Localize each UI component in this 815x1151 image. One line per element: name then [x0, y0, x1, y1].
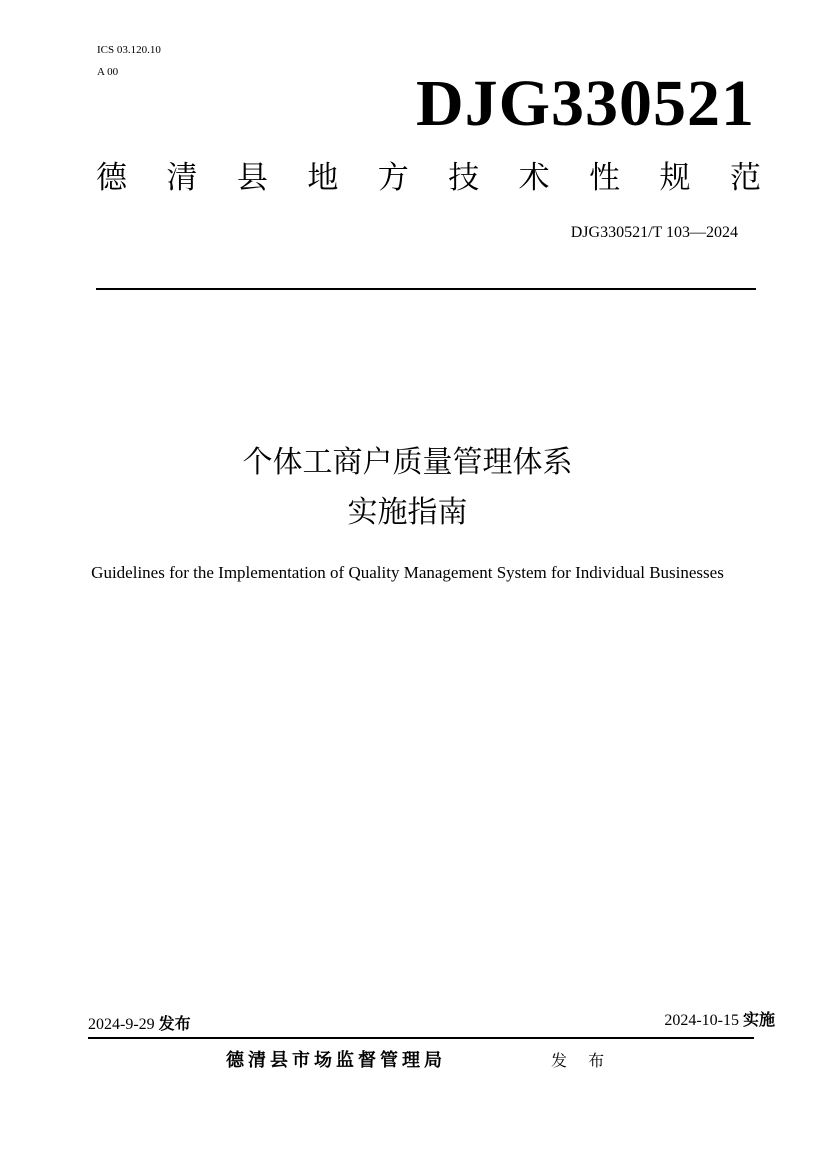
standard-type-char: 县 — [236, 160, 268, 196]
standard-type-char: 地 — [307, 160, 339, 196]
standard-type — [96, 156, 761, 200]
implementation-date: 2024-10-15 — [664, 1012, 739, 1029]
header-divider — [96, 288, 756, 290]
standard-type-char: 术 — [518, 160, 550, 196]
title-chinese-line-2: 实施指南 — [347, 495, 468, 530]
issue-date: 2024-9-29 — [88, 1016, 155, 1033]
title-chinese — [0, 438, 815, 538]
publisher-name: 德清县市场监督管理局 — [226, 1050, 446, 1071]
standard-type-char: 清 — [166, 160, 198, 196]
implementation-word: 实施 — [742, 1010, 775, 1029]
footer-divider — [88, 1037, 754, 1039]
issue-date-line — [88, 1013, 191, 1036]
standard-type-char: 规 — [659, 160, 691, 196]
publish-word: 发 布 — [551, 1051, 613, 1070]
issue-word: 发布 — [158, 1014, 191, 1033]
standard-number: DJG330521/T 103—2024 — [570, 224, 738, 241]
ccs-code: A 00 — [97, 66, 119, 78]
standard-type-char: 技 — [448, 160, 480, 196]
title-chinese-line-1: 个体工商户质量管理体系 — [242, 445, 573, 480]
implementation-date-line — [560, 1009, 775, 1032]
standard-type-char: 德 — [96, 160, 127, 196]
standard-code: DJG330521 — [416, 67, 755, 140]
standard-type-char: 范 — [729, 160, 761, 196]
ics-code: ICS 03.120.10 — [97, 44, 161, 56]
title-english: Guidelines for the Implementation of Quality Management System for Individual Businesses — [91, 563, 724, 582]
standard-type-char: 性 — [589, 160, 621, 196]
standard-type-char: 方 — [377, 160, 409, 196]
